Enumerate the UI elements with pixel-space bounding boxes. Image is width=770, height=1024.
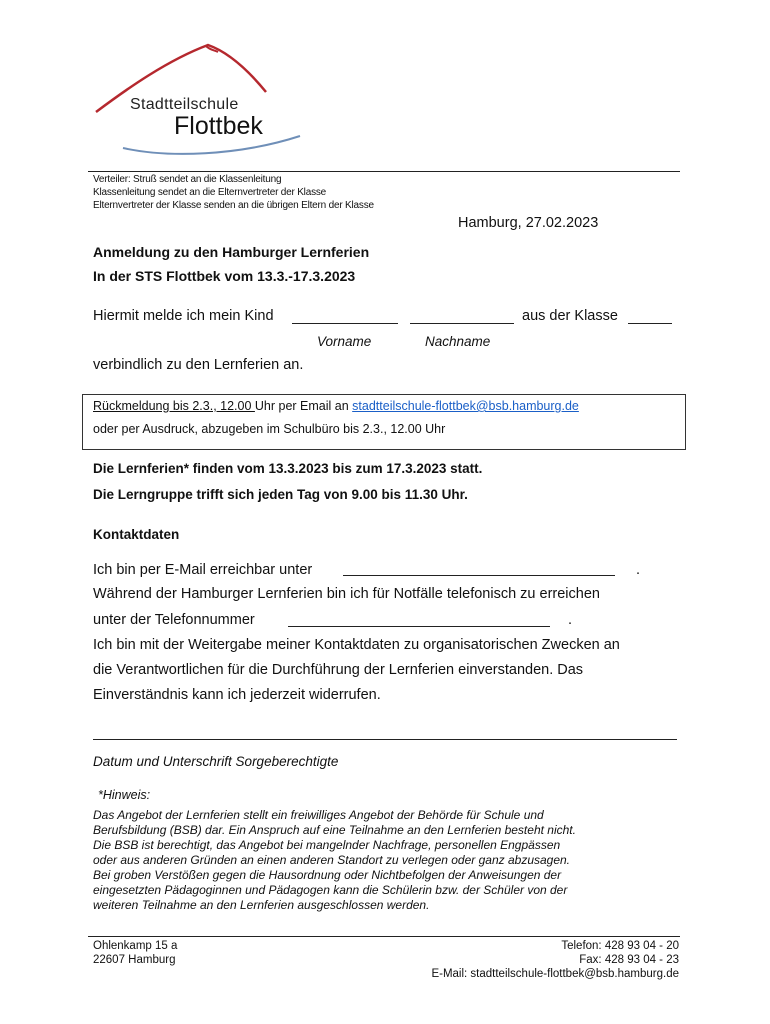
footer-email: E-Mail: stadtteilschule-flottbek@bsb.hamburg.de <box>431 968 679 980</box>
consent-line-3: Einverständnis kann ich jederzeit widerrufen. <box>93 687 381 703</box>
date-line: Hamburg, 27.02.2023 <box>458 215 599 231</box>
hint-line-4: oder aus anderen Gründen an einen anderen Standort zu verlegen oder ganz abzusagen. <box>93 853 571 867</box>
first-name-field[interactable] <box>292 323 398 324</box>
signature-field[interactable] <box>93 739 677 740</box>
class-field[interactable] <box>628 323 672 324</box>
footer-street: Ohlenkamp 15 a <box>93 940 178 952</box>
last-name-label: Nachname <box>425 334 491 349</box>
logo-text-line1: Stadtteilschule <box>130 96 239 113</box>
footer-phone: Telefon: 428 93 04 - 20 <box>561 940 679 952</box>
hint-title: *Hinweis: <box>98 788 151 802</box>
reply-mid: Uhr per Email an <box>254 399 353 413</box>
footer-city: 22607 Hamburg <box>93 954 176 966</box>
class-label: aus der Klasse <box>522 308 618 324</box>
hint-line-3: Die BSB ist berechtigt, das Angebot bei mangelnder Nachfrage, personellen Engpässen <box>93 838 561 852</box>
consent-line-1: Ich bin mit der Weitergabe meiner Kontaktdaten zu organisatorischen Zwecken an <box>93 637 620 653</box>
last-name-field[interactable] <box>410 323 514 324</box>
contact-email-dot: . <box>636 562 641 578</box>
page-title: Anmeldung zu den Hamburger Lernferien <box>93 244 370 260</box>
hint-line-2: Berufsbildung (BSB) dar. Ein Anspruch auf eine Teilnahme an den Lernferien besteht nicht. <box>93 823 576 837</box>
registration-suffix: verbindlich zu den Lernferien an. <box>93 357 304 373</box>
hint-line-7: weiteren Teilnahme an den Lernferien ausgeschlossen werden. <box>93 898 430 912</box>
reply-email-link[interactable]: stadtteilschule-flottbek@bsb.hamburg.de <box>352 399 579 413</box>
reply-deadline: Rückmeldung bis 2.3., 12.00 <box>93 399 255 413</box>
distribution-line-1: Verteiler: Struß sendet an die Klassenleitung <box>93 174 282 185</box>
contact-phone-line-1: Während der Hamburger Lernferien bin ich für Notfälle telefonisch zu erreichen <box>93 586 600 602</box>
contact-heading: Kontaktdaten <box>93 527 180 542</box>
footer-divider <box>88 936 680 937</box>
logo-text-line2: Flottbek <box>174 112 263 140</box>
consent-line-2: die Verantwortlichen für die Durchführung der Lernferien einverstanden. Das <box>93 662 584 678</box>
hint-line-1: Das Angebot der Lernferien stellt ein freiwilliges Angebot der Behörde für Schule und <box>93 808 544 822</box>
hint-line-6: eingesetzten Pädagoginnen und Pädagogen kann die Schülerin bzw. der Schüler von der <box>93 883 568 897</box>
contact-phone-line-2: unter der Telefonnummer <box>93 612 255 628</box>
signature-label: Datum und Unterschrift Sorgeberechtigte <box>93 754 339 769</box>
page-subtitle: In der STS Flottbek vom 13.3.-17.3.2023 <box>93 268 356 284</box>
registration-prefix: Hiermit melde ich mein Kind <box>93 308 274 324</box>
distribution-line-2: Klassenleitung sendet an die Elternvertreter der Klasse <box>93 187 327 198</box>
school-logo <box>88 40 308 160</box>
distribution-line-3: Elternvertreter der Klasse senden an die übrigen Eltern der Klasse <box>93 200 374 211</box>
contact-email-line: Ich bin per E-Mail erreichbar unter <box>93 562 313 578</box>
contact-email-field[interactable] <box>343 575 615 576</box>
reply-line-1 <box>93 399 579 413</box>
first-name-label: Vorname <box>317 334 372 349</box>
header-divider <box>88 171 680 172</box>
contact-phone-field[interactable] <box>288 626 550 627</box>
schedule-line-2: Die Lerngruppe trifft sich jeden Tag von 9.00 bis 11.30 Uhr. <box>93 487 468 502</box>
reply-line-2: oder per Ausdruck, abzugeben im Schulbüro bis 2.3., 12.00 Uhr <box>93 422 446 436</box>
hint-line-5: Bei groben Verstößen gegen die Hausordnung oder Nichtbefolgen der Anweisungen der <box>93 868 562 882</box>
footer-fax: Fax: 428 93 04 - 23 <box>579 954 679 966</box>
contact-phone-dot: . <box>568 612 573 628</box>
schedule-line-1: Die Lernferien* finden vom 13.3.2023 bis zum 17.3.2023 statt. <box>93 461 483 476</box>
